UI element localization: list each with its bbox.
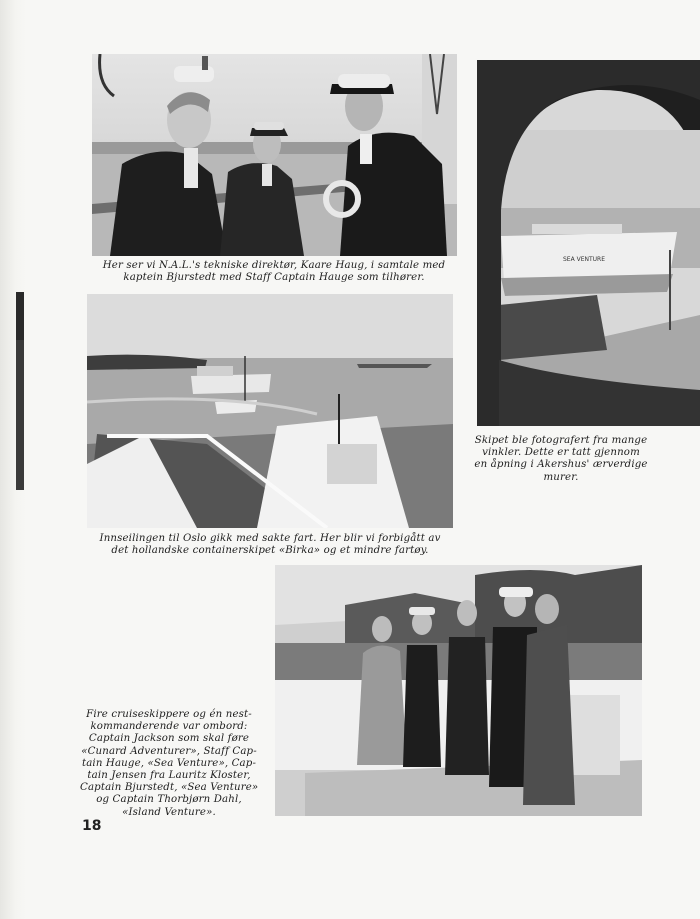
photo-ship-through-arch	[477, 60, 700, 426]
caption-line: Skipet ble fotografert fra mange	[474, 435, 648, 446]
caption-line: tain Hauge, «Sea Venture», Cap-	[81, 757, 257, 769]
margin-strip-bottom	[16, 340, 24, 490]
caption-photo-officers	[86, 260, 462, 284]
caption-line: kaptein Bjurstedt med Staff Captain Hauge som tilhører.	[123, 272, 425, 284]
margin-strip-top	[16, 292, 24, 340]
caption-line: «Cunard Adventurer», Staff Cap-	[81, 745, 257, 757]
caption-photo-captains	[80, 709, 258, 819]
photo-five-captains	[275, 565, 642, 816]
photo-oslo-harbor-approach	[87, 294, 453, 528]
page-number: 18	[82, 818, 102, 834]
photo-officers-conversation	[92, 54, 457, 256]
caption-line: og Captain Thorbjørn Dahl,	[96, 794, 242, 806]
caption-line: en åpning i Akershus' ærverdige	[474, 459, 648, 471]
caption-line: vinkler. Dette er tatt gjennom	[482, 447, 640, 459]
caption-photo-harbor	[84, 533, 456, 557]
caption-line: murer.	[543, 471, 579, 483]
caption-line: det hollandske containerskipet «Birka» og et mindre fartøy.	[111, 545, 429, 557]
caption-line: tain Jensen fra Lauritz Kloster,	[87, 770, 251, 782]
caption-line: kommanderende var ombord:	[90, 721, 248, 733]
caption-line: Captain Jackson som skal føre	[88, 733, 250, 745]
caption-line: Innseilingen til Oslo gikk med sakte fart. Her blir vi forbigått av	[99, 533, 441, 544]
caption-line: Fire cruiseskippere og én nest-	[86, 709, 252, 720]
ship-hull-name: SEA VENTURE	[563, 256, 606, 263]
caption-line: Her ser vi N.A.L.'s tekniske direktør, Kaare Haug, i samtale med	[102, 260, 446, 271]
caption-photo-arch	[470, 435, 652, 484]
caption-line: «Island Venture».	[122, 806, 216, 818]
caption-line: Captain Bjurstedt, «Sea Venture»	[80, 782, 259, 794]
